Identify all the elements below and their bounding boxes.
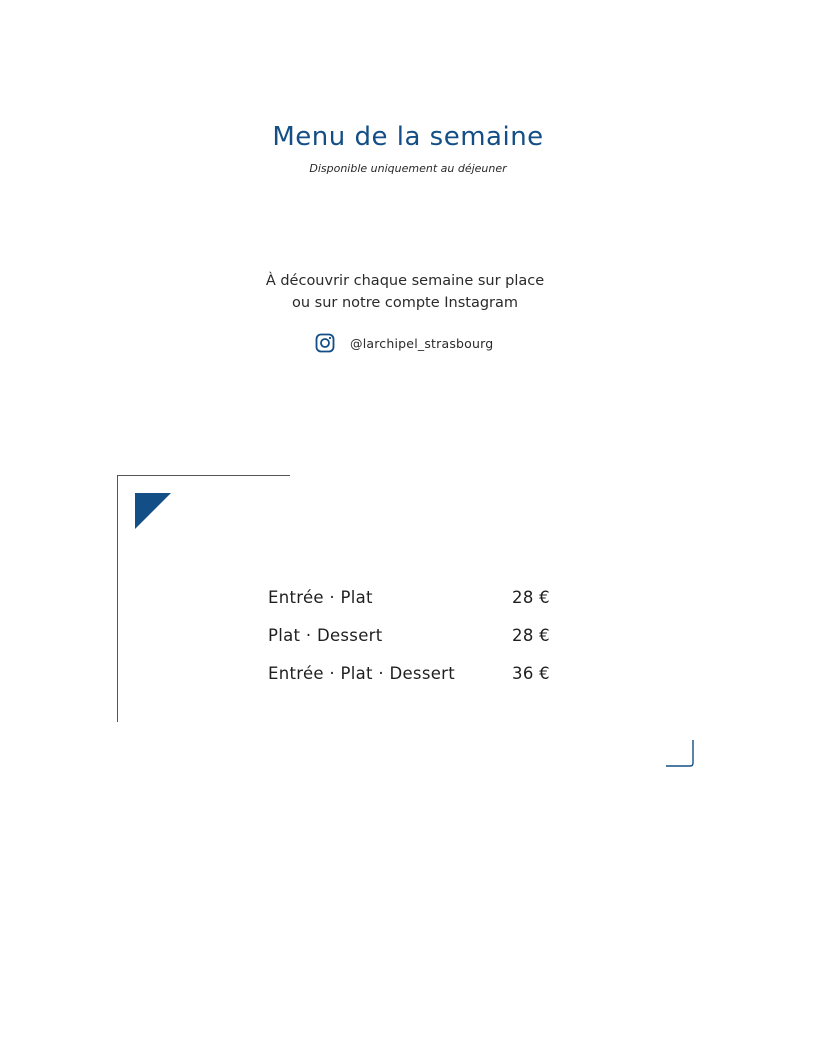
instagram-icon <box>315 333 335 353</box>
instagram-handle[interactable]: @larchipel_strasbourg <box>350 335 494 351</box>
discover-line-1: À découvrir chaque semaine sur place <box>265 273 545 289</box>
offers-list <box>268 578 550 692</box>
offer-price: 28 € <box>512 625 550 645</box>
instagram-link[interactable] <box>315 333 493 353</box>
offer-row <box>268 654 550 692</box>
discover-text <box>0 270 810 314</box>
offer-row <box>268 578 550 616</box>
offer-name: Entrée · Plat · Dessert <box>268 663 456 683</box>
offer-row <box>268 616 550 654</box>
offer-name: Plat · Dessert <box>268 625 383 645</box>
frame-left-line <box>117 475 118 722</box>
corner-bracket-decoration <box>666 740 694 767</box>
offer-price: 28 € <box>512 587 550 607</box>
frame-top-line <box>117 475 290 476</box>
offer-name: Entrée · Plat <box>268 587 373 607</box>
corner-triangle-decoration <box>135 493 171 529</box>
page-subtitle: Disponible uniquement au déjeuner <box>309 162 507 175</box>
page-title: Menu de la semaine <box>272 122 544 152</box>
discover-line-2: ou sur notre compte Instagram <box>291 295 519 311</box>
offer-price: 36 € <box>512 663 550 683</box>
